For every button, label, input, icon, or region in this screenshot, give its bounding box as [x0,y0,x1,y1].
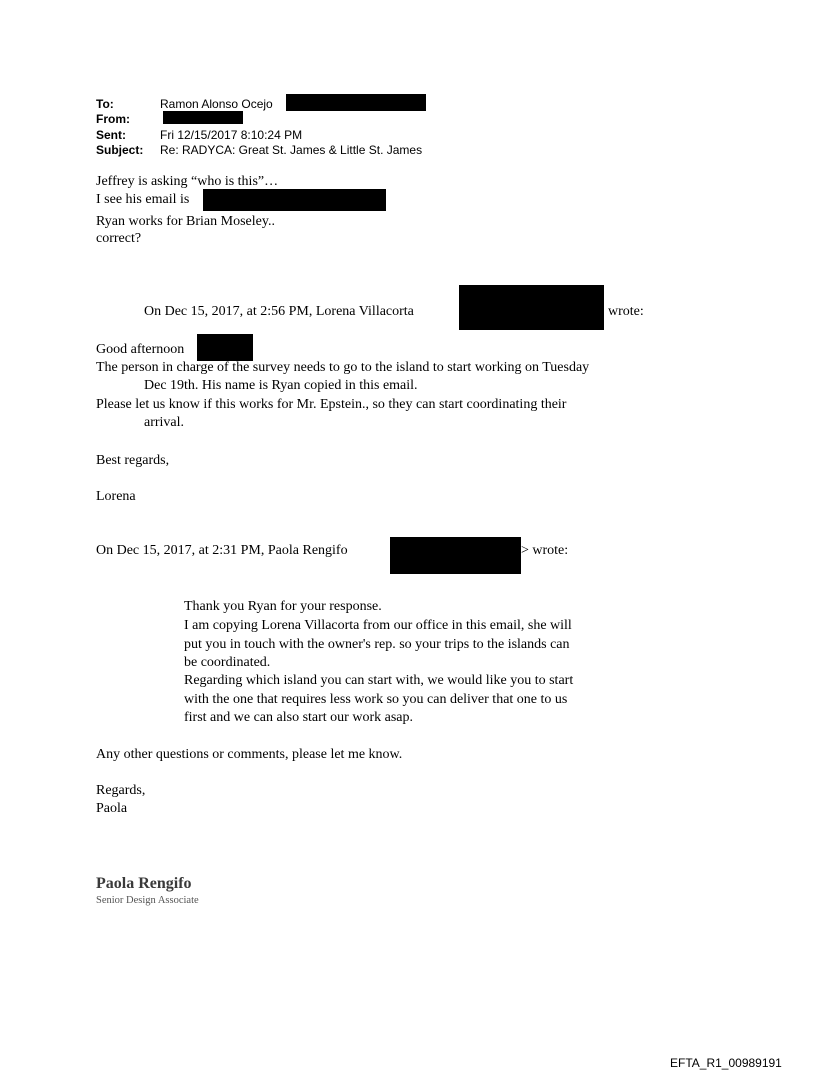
to-value: Ramon Alonso Ocejo [160,97,273,111]
quote-intro-end: > wrote: [521,543,569,558]
sent-label: Sent: [96,128,126,142]
reply-line: correct? [96,231,142,246]
subject-label: Subject: [96,143,144,157]
quote-line: I am copying Lorena Villacorta from our office in this email, she will [184,618,572,633]
document-id: EFTA_R1_00989191 [670,1056,782,1070]
paragraph-line: Dec 19th. His name is Ryan copied in this email. [144,378,418,393]
greeting: Good afternoon [96,342,185,357]
redaction-email [203,189,386,211]
redaction-greeting-name [197,334,253,361]
paragraph-line: Please let us know if this works for Mr. Epstein., so they can start coordinating their [96,397,567,412]
redaction-paola-email [390,537,521,574]
reply-line: I see his email is [96,192,190,207]
signature-title: Senior Design Associate [96,895,199,906]
quote-intro-end: wrote: [608,304,644,319]
closing: Regards, [96,783,146,798]
sender-name: Paola [96,801,128,816]
paragraph-line: The person in charge of the survey needs to go to the island to start working on Tuesday [96,360,590,375]
quote-line: with the one that requires less work so you can deliver that one to us [184,692,568,707]
to-label: To: [96,97,114,111]
sent-value: Fri 12/15/2017 8:10:24 PM [160,128,303,142]
redaction-from [163,111,243,124]
signature-name: Paola Rengifo [96,875,192,892]
redaction-to-email [286,94,426,111]
paragraph-line: arrival. [144,415,185,430]
quote-intro: On Dec 15, 2017, at 2:31 PM, Paola Rengifo [96,543,348,558]
quote-intro: On Dec 15, 2017, at 2:56 PM, Lorena Villacorta [144,304,414,319]
closing: Best regards, [96,453,170,468]
quote-line: first and we can also start our work asap. [184,710,413,725]
questions-line: Any other questions or comments, please let me know. [96,747,403,762]
quote-line: be coordinated. [184,655,271,670]
from-label: From: [96,112,130,126]
sender-name: Lorena [96,489,136,504]
redaction-lorena-email [459,285,604,330]
reply-line: Jeffrey is asking “who is this”… [96,174,279,189]
quote-line: Thank you Ryan for your response. [184,599,382,614]
quote-line: put you in touch with the owner's rep. so your trips to the islands can [184,637,570,652]
quote-line: Regarding which island you can start with, we would like you to start [184,673,574,688]
subject-value: Re: RADYCA: Great St. James & Little St. James [160,143,423,157]
reply-line: Ryan works for Brian Moseley.. [96,214,275,229]
